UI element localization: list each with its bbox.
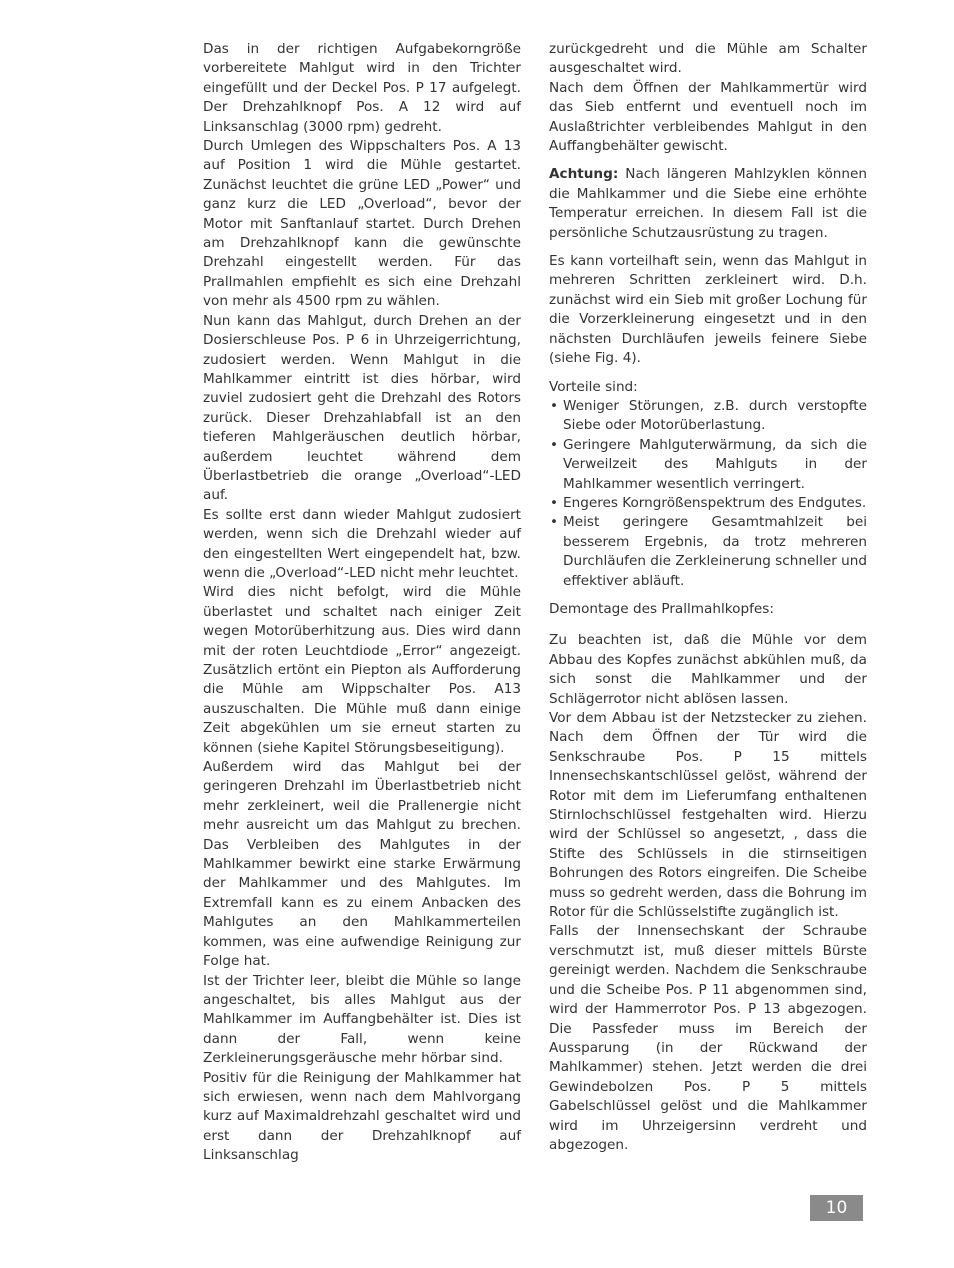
advantages-list xyxy=(549,397,867,591)
paragraph-heating: Außerdem wird das Mahlgut bei der geringeren Drehzahl im Überlastbetrieb nicht mehr zerkleinert, weil die Prallenergie nicht mehr ausreicht um das Mahlgut zu brechen. Das Verbleiben des Mahlgutes in der Mahlkammer bewirkt eine starke Erwärmung der Mahlkammer und des Mahlgutes. Im Extremfall kann es zu einem Anbacken des Mahlgutes an den Mahlkammerteilen kommen, was eine aufwendige Reinigung zur Folge hat. xyxy=(203,759,521,970)
paragraph-dosing: Nun kann das Mahlgut, durch Drehen an der Dosierschleuse Pos. P 6 in Uhrzeigerrichtung, zudosiert werden. Wenn Mahlgut in die Mahlkammer eintritt ist dies hörbar, wird zuviel zudosiert geht die Drehzahl des Rotors zurück. Dieser Drehzahlabfall ist an den tieferen Mahlgeräuschen deutlich hörbar, außerdem leuchtet während dem Überlastbetrieb die orange „Overload“-LED auf. xyxy=(203,312,521,504)
paragraph-cleaning: Positiv für die Reinigung der Mahlkammer hat sich erwiesen, wenn nach dem Mahlvorgang kurz auf Maximaldrehzahl geschaltet wird und erst dann der Drehzahlknopf auf Linksanschlag xyxy=(203,1069,521,1164)
list-item: • Meist geringere Gesamtmahlzeit bei besserem Ergebnis, da trotz mehreren Durchläufen die Zerkleinerung schneller und effektiver abläuft. xyxy=(549,513,867,591)
left-column xyxy=(203,40,521,1166)
page-number: 10 xyxy=(810,1195,863,1221)
paragraph-cooling: Zu beachten ist, daß die Mühle vor dem Abbau des Kopfes zunächst abkühlen muß, da sich sonst die Mahlkammer und der Schlägerrotor nicht ablösen lassen. xyxy=(549,632,867,707)
paragraph-continuation: zurückgedreht und die Mühle am Schalter ausgeschaltet wird. xyxy=(549,41,867,77)
list-item: • Engeres Korngrößenspektrum des Endgutes. xyxy=(549,494,867,513)
paragraph-rotor-removal: Falls der Innensechskant der Schraube verschmutzt ist, muß dieser mittels Bürste gereinigt werden. Nachdem die Senkschraube und die Scheibe Pos. P 11 abgenommen sind, wird der Hammerrotor Pos. P 13 abgezogen. Die Passfeder muss im Bereich der Aussparung (in der Rückwand der Mahlkammer) stehen. Jetzt werden die drei Gewindebolzen Pos. P 5 mittels Gabelschlüssel gelöst und die Mahlkammer wird im Uhrzeigersinn verdreht und abgezogen. xyxy=(549,923,867,1153)
paragraph-empty-hopper: Ist der Trichter leer, bleibt die Mühle so lange angeschaltet, bis alles Mahlgut aus der Mahlkammer im Auffangbehälter ist. Dies ist dann der Fall, wenn keine Zerkleinerungsgeräusche mehr hörbar sind. xyxy=(203,972,521,1067)
list-item: • Weniger Störungen, z.B. durch verstopfte Siebe oder Motorüberlastung. xyxy=(549,397,867,436)
paragraph-stepwise: Es kann vorteilhaft sein, wenn das Mahlgut in mehreren Schritten zerkleinert wird. D.h. zunächst wird ein Sieb mit großer Lochung für die Vorzerkleinerung eingesetzt und in den nächsten Durchläufen jeweils feinere Siebe (siehe Fig. 4). xyxy=(549,253,867,367)
list-item: • Geringere Mahlguterwärmung, da sich die Verweilzeit des Mahlguts in der Mahlkammer wesentlich verringert. xyxy=(549,436,867,494)
paragraph-redosing: Es sollte erst dann wieder Mahlgut zudosiert werden, wenn sich die Drehzahl wieder auf den eingestellten Wert eingependelt hat, bzw. wenn die „Overload“-LED nicht mehr leuchtet. xyxy=(203,506,521,581)
warning-text: Nach längeren Mahlzyklen können die Mahlkammer und die Siebe eine erhöhte Temperatur erreichen. In diesem Fall ist die persönliche Schutzausrüstung zu tragen. xyxy=(549,166,867,241)
paragraph-loading: Das in der richtigen Aufgabekorngröße vorbereitete Mahlgut wird in den Trichter eingefüllt und der Deckel Pos. P 17 aufgelegt. Der Drehzahlknopf Pos. A 12 wird auf Linksanschlag (3000 rpm) gedreht. xyxy=(203,41,521,135)
warning-paragraph xyxy=(549,165,867,243)
advantages-intro: Vorteile sind: xyxy=(549,378,638,395)
paragraph-sieve: Nach dem Öffnen der Mahlkammertür wird das Sieb entfernt und eventuell noch im Auslaßtrichter verbleibendes Mahlgut in den Auffangbehälter gewischt. xyxy=(549,79,867,155)
right-column xyxy=(549,40,867,1155)
paragraph-disassembly: Vor dem Abbau ist der Netzstecker zu ziehen. Nach dem Öffnen der Tür wird die Senkschraube Pos. P 15 mittels Innensechskantschlüssel gelöst, während der Rotor mit dem im Lieferumfang enthaltenen Stirnlochschlüssel festgehalten wird. Hierzu wird der Schlüssel so angesetzt, , dass die Stifte des Schlüssels in die stirnseitigen Bohrungen des Rotors eingreifen. Die Scheibe muss so gedreht werden, dass die Bohrung im Rotor für die Schlüsselstifte zugänglich ist. xyxy=(549,710,867,921)
paragraph-overload: Wird dies nicht befolgt, wird die Mühle überlastet und schaltet nach einiger Zeit wegen Motorüberhitzung aus. Dies wird dann mit der roten Leuchtdiode „Error“ angezeigt. Zusätzlich ertönt ein Piepton als Aufforderung die Mühle am Wippschalter Pos. A13 auszuschalten. Die Mühle muß dann einige Zeit abgekühlen um sie erneut starten zu können (siehe Kapitel Störungsbeseitigung). xyxy=(203,584,521,756)
paragraph-starting: Durch Umlegen des Wippschalters Pos. A 13 auf Position 1 wird die Mühle gestartet. Zunächst leuchtet die grüne LED „Power“ und ganz kurz die LED „Overload“, bevor der Motor mit Sanftanlauf startet. Durch Drehen am Drehzahlknopf kann die gewünschte Drehzahl eingestellt werden. Für das Prallmahlen empfiehlt es sich eine Drehzahl von mehr als 4500 rpm zu wählen. xyxy=(203,138,521,310)
section-heading: Demontage des Prallmahlkopfes: xyxy=(549,600,774,617)
warning-label: Achtung: xyxy=(549,166,619,183)
